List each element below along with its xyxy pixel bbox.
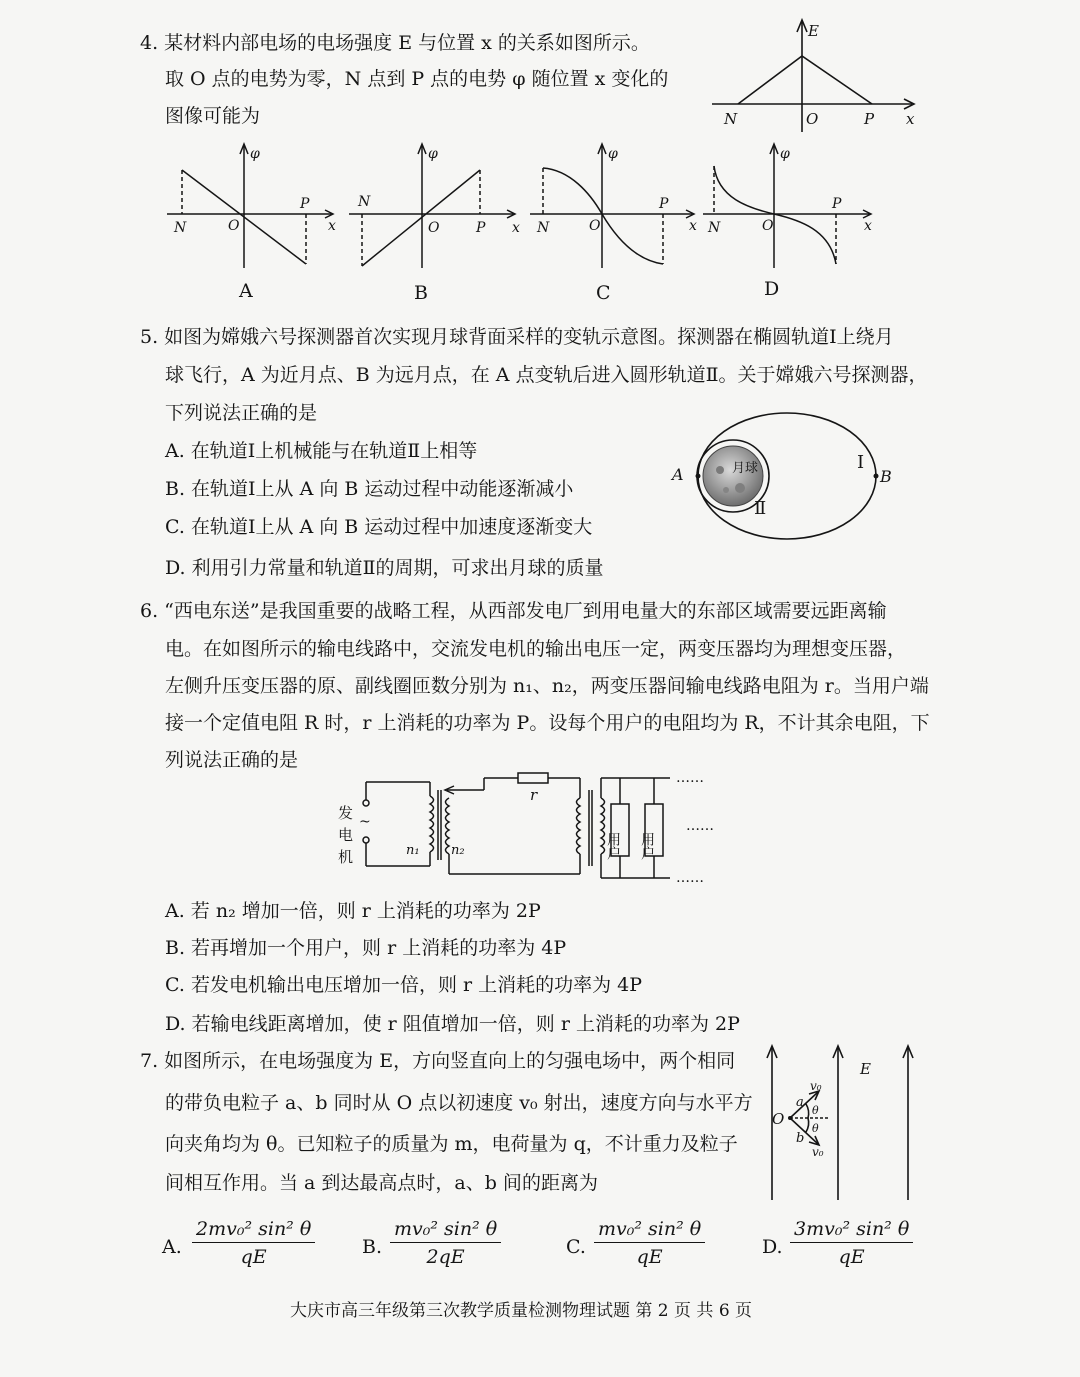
q4d-x-label: x [864, 218, 872, 234]
q4c-o-label: O [589, 218, 601, 234]
q7-option-c-denominator: qE [636, 1246, 663, 1268]
q4b-p-label: P [476, 220, 486, 236]
q6-line-5: 列说法正确的是 [165, 749, 299, 771]
q6-n1-label: n₁ [406, 843, 420, 858]
q7-o-label: O [772, 1110, 785, 1128]
q6-dots-top: …… [676, 770, 704, 786]
q7-option-b-label[interactable]: B. [362, 1236, 383, 1258]
q7-option-a-numerator: 2mv₀² sin² θ [192, 1218, 315, 1243]
q7-e-label: E [860, 1060, 871, 1078]
q6-circuit-figure [330, 768, 730, 888]
q7-option-a-denominator: qE [240, 1246, 267, 1268]
q4a-n-label: N [174, 220, 187, 236]
q4a-phi-label: φ [250, 146, 260, 162]
q4c-p-label: P [659, 196, 669, 212]
q7-option-b-denominator: 2qE [426, 1246, 465, 1268]
q7-line-4: 间相互作用。当 a 到达最高点时，a、b 间的距离为 [165, 1172, 598, 1194]
q6-gen-char-1: 发 [338, 804, 354, 822]
q4a-p-label: P [300, 196, 310, 212]
q4a-o-label: O [228, 218, 240, 234]
q4-fig-e-label: E [808, 22, 819, 40]
q5-line-2: 球飞行，A 为近月点、B 为远月点，在 A 点变轨后进入圆形轨道Ⅱ。关于嫦娥六号探测器， [165, 364, 928, 386]
q5-option-a[interactable]: A. 在轨道Ⅰ上机械能与在轨道Ⅱ上相等 [165, 440, 478, 462]
q4b-o-label: O [428, 220, 440, 236]
q4-fig-p-label: P [864, 110, 875, 128]
q6-dots-mid: …… [686, 818, 714, 834]
q6-user1-label: 用户 [605, 832, 621, 860]
q5-orbit1-label: Ⅰ [857, 452, 865, 473]
q4-graph-b [344, 138, 544, 278]
q7-line-2: 的带负电粒子 a、b 同时从 O 点以初速度 v₀ 射出，速度方向与水平方 [165, 1092, 753, 1114]
q5-orbit2-label: Ⅱ [754, 498, 767, 519]
q7-option-a-label[interactable]: A. [162, 1236, 182, 1258]
q6-line-2: 电。在如图所示的输电线路中，交流发电机的输出电压一定，两变压器均为理想变压器， [165, 638, 907, 660]
q6-gen-char-2: 电 [338, 826, 354, 844]
q4-graph-c [525, 138, 725, 278]
q7-option-c-label[interactable]: C. [566, 1236, 586, 1258]
q7-theta-top-label: θ [812, 1104, 819, 1117]
q6-gen-char-3: 机 [338, 848, 354, 866]
q4-line-3: 图像可能为 [165, 105, 261, 127]
q7-line-1: 7. 如图所示，在电场强度为 E，方向竖直向上的匀强电场中，两个相同 [140, 1050, 736, 1072]
q4d-n-label: N [708, 220, 721, 236]
q5-point-a-label: A [672, 465, 684, 484]
q7-field-figure [760, 1038, 920, 1208]
q5-line-3: 下列说法正确的是 [165, 402, 318, 424]
q7-b-label: b [796, 1131, 805, 1146]
q7-v0-bottom-label: v₀ [812, 1145, 824, 1159]
q6-user2-label: 用户 [639, 832, 655, 860]
q7-option-c-fraction[interactable] [594, 1218, 705, 1268]
q4-fig-x-label: x [906, 110, 915, 128]
q7-option-d-fraction[interactable] [790, 1218, 913, 1268]
q5-option-c[interactable]: C. 在轨道Ⅰ上从 A 向 B 运动过程中加速度逐渐变大 [165, 516, 593, 538]
q5-option-b[interactable]: B. 在轨道Ⅰ上从 A 向 B 运动过程中动能逐渐减小 [165, 478, 574, 500]
q5-moon-label: 月球 [732, 461, 759, 476]
q7-option-d-numerator: 3mv₀² sin² θ [790, 1218, 913, 1243]
q7-option-c-numerator: mv₀² sin² θ [594, 1218, 705, 1243]
q4c-n-label: N [537, 220, 550, 236]
q6-option-c[interactable]: C. 若发电机输出电压增加一倍，则 r 上消耗的功率为 4P [165, 974, 643, 996]
q7-option-d-label[interactable]: D. [762, 1236, 783, 1258]
q4-option-c-label[interactable]: C [596, 282, 611, 304]
q5-line-1: 5. 如图为嫦娥六号探测器首次实现月球背面采样的变轨示意图。探测器在椭圆轨道Ⅰ上绕月 [140, 326, 894, 348]
q4-option-a-label[interactable]: A [239, 280, 253, 302]
q7-line-3: 向夹角均为 θ。已知粒子的质量为 m，电荷量为 q，不计重力及粒子 [165, 1133, 738, 1155]
q7-theta-bottom-label: θ [812, 1122, 819, 1135]
q4b-phi-label: φ [428, 146, 438, 162]
q4c-phi-label: φ [608, 146, 618, 162]
q6-n2-label: n₂ [451, 843, 465, 858]
q7-option-a-fraction[interactable] [192, 1218, 315, 1268]
q7-v0-top-label: v₀ [810, 1079, 822, 1093]
q6-line-1: 6. “西电东送”是我国重要的战略工程，从西部发电厂到用电量大的东部区域需要远距离输 [140, 600, 887, 622]
q5-orbit-figure [672, 432, 910, 582]
q6-option-b[interactable]: B. 若再增加一个用户，则 r 上消耗的功率为 4P [165, 937, 567, 959]
q4-graph-a [162, 138, 362, 278]
q4a-x-label: x [328, 218, 336, 234]
q4c-x-label: x [689, 218, 697, 234]
q4b-x-label: x [512, 220, 520, 236]
q7-option-d-denominator: qE [838, 1246, 865, 1268]
ac-source-icon: ~ [359, 814, 371, 830]
q4b-n-label: N [358, 194, 371, 210]
q6-dots-bottom: …… [676, 870, 704, 886]
q6-line-4: 接一个定值电阻 R 时，r 上消耗的功率为 P。设每个用户的电阻均为 R，不计其余电阻，下 [165, 712, 930, 734]
q6-option-a[interactable]: A. 若 n₂ 增加一倍，则 r 上消耗的功率为 2P [165, 900, 541, 922]
q4-option-d-label[interactable]: D [764, 278, 780, 300]
q6-option-d[interactable]: D. 若输电线距离增加，使 r 阻值增加一倍，则 r 上消耗的功率为 2P [165, 1013, 740, 1035]
q5-point-b-label: B [880, 467, 892, 486]
q4-option-b-label[interactable]: B [414, 282, 428, 304]
q4-graph-d [698, 138, 898, 278]
q4-line-2: 取 O 点的电势为零，N 点到 P 点的电势 φ 随位置 x 变化的 [165, 68, 669, 90]
q4-fig-o-label: O [806, 110, 819, 128]
q4-fig-n-label: N [724, 110, 738, 128]
q4-line-1: 4. 某材料内部电场的电场强度 E 与位置 x 的关系如图所示。 [140, 32, 650, 54]
q6-r-label: r [530, 786, 538, 804]
q5-option-d[interactable]: D. 利用引力常量和轨道Ⅱ的周期，可求出月球的质量 [165, 557, 604, 579]
q4d-phi-label: φ [780, 146, 790, 162]
q4d-o-label: O [762, 218, 774, 234]
q7-option-b-numerator: mv₀² sin² θ [390, 1218, 501, 1243]
q6-line-3: 左侧升压变压器的原、副线圈匝数分别为 n₁、n₂，两变压器间输电线路电阻为 r。当用户端 [165, 675, 929, 697]
q7-a-label: a [796, 1095, 804, 1110]
page-footer: 大庆市高三年级第三次教学质量检测物理试题 第 2 页 共 6 页 [290, 1301, 753, 1321]
q7-option-b-fraction[interactable] [390, 1218, 501, 1268]
q4d-p-label: P [832, 196, 842, 212]
moon-icon [703, 446, 763, 506]
